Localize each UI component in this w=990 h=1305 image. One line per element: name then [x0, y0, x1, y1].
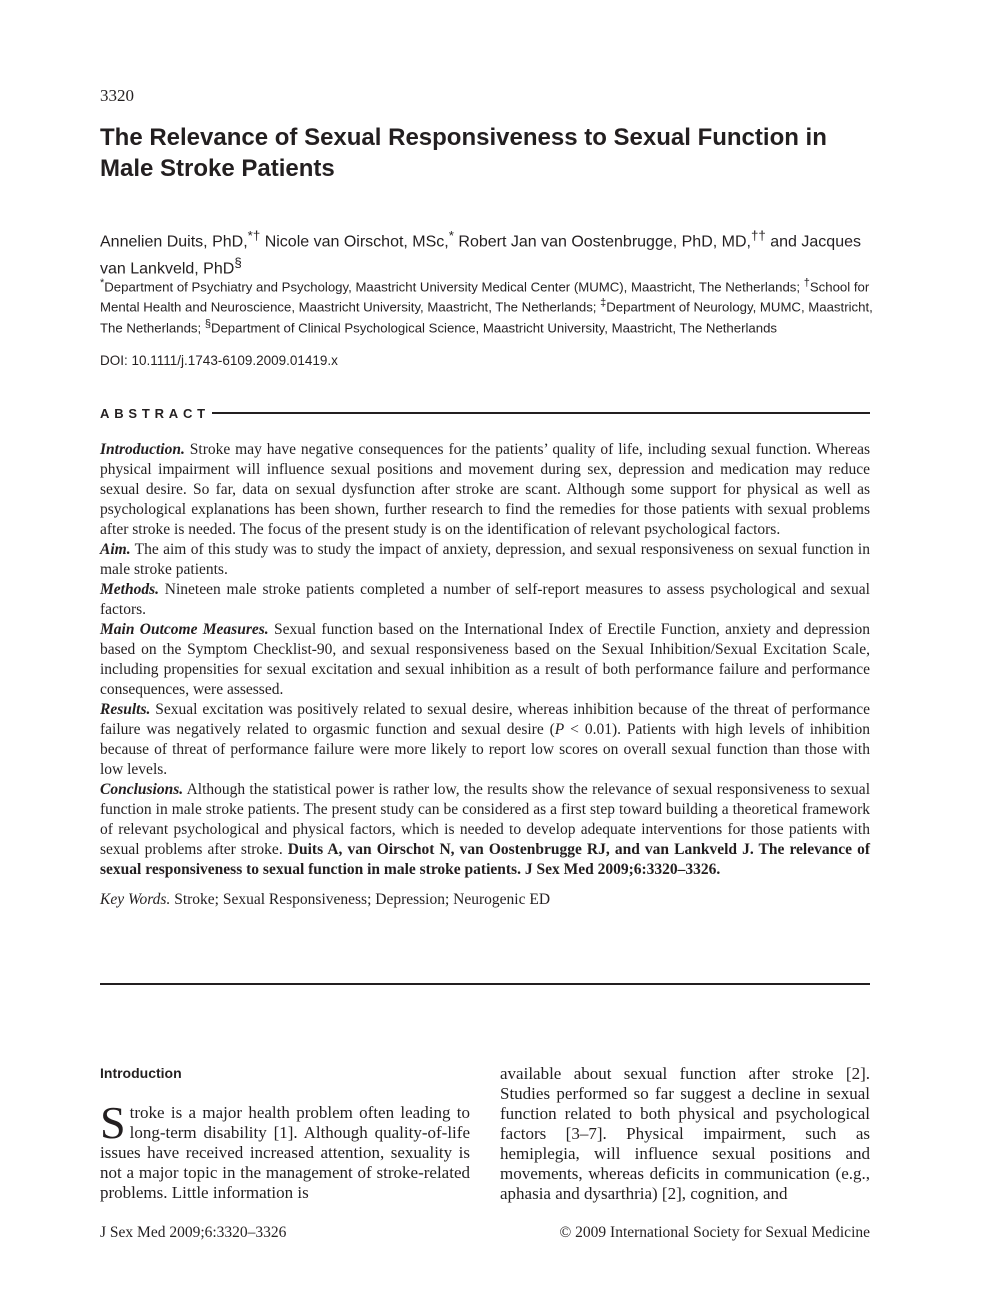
- doi: DOI: 10.1111/j.1743-6109.2009.01419.x: [100, 353, 338, 368]
- drop-cap: S: [100, 1097, 126, 1148]
- affiliation-text: Department of Psychiatry and Psychology, Maastricht University Medical Center (MUMC), Maastricht, The Netherlands;: [104, 279, 804, 295]
- author-name: Robert Jan van Oostenbrugge, PhD, MD,: [453, 233, 751, 251]
- abstract-methods: [100, 580, 870, 620]
- section-heading: Conclusions.: [100, 781, 184, 798]
- author-name: Nicole van Oirschot, MSc,: [260, 233, 449, 251]
- author-marker: ††: [750, 228, 766, 243]
- abstract-rule: [212, 412, 870, 414]
- section-heading: Introduction.: [100, 441, 185, 458]
- section-text: Sexual excitation was positively related to sexual desire, whereas inhibition because of the threat of performance failure was negatively related to orgasmic function and sexual desire (: [100, 701, 870, 738]
- body-text: troke is a major health problem often leading to long-term disability [1]. Although quality-of-life issues have received increased attention, sexuality is not a major topic in the management of stroke-related problems. Little information is: [100, 1103, 470, 1202]
- body-paragraph: available about sexual function after stroke [2]. Studies performed so far suggest a decline in sexual function related to both physical and psychological factors [3–7]. Physical impairment, such as hemiplegia, will influence sexual positions and movements, whereas deficits in communication (e.g., aphasia and dysarthria) [2], cognition, and: [500, 1064, 870, 1203]
- footer-copyright: © 2009 International Society for Sexual Medicine: [559, 1224, 870, 1241]
- affiliations: [100, 275, 880, 336]
- section-heading: Results.: [100, 701, 151, 718]
- section-text: Sexual function based on the International Index of Erectile Function, anxiety and depression based on the Symptom Checklist-90, and sexual responsiveness based on the Sexual Inhibition/Sexual Excitation Scale, including propensities for sexual excitation and sexual inhibition as a result of both performance failure and performance consequences, were assessed.: [100, 621, 870, 698]
- author-marker: *: [448, 228, 454, 243]
- section-text: < 0.01). Patients with high levels of inhibition because of threat of performance failure were more likely to report low scores on overall sexual function than those with low levels.: [100, 721, 870, 778]
- body-column-left: [100, 1097, 470, 1203]
- affiliation-marker: ‡: [600, 297, 607, 310]
- author-name: Annelien Duits, PhD,: [100, 233, 248, 251]
- author-marker: §: [234, 255, 242, 271]
- article-title: The Relevance of Sexual Responsiveness to Sexual Function in Male Stroke Patients: [100, 124, 827, 182]
- abstract-main-outcome-measures: [100, 620, 870, 700]
- p-value-symbol: P: [554, 721, 565, 738]
- author-marker: *†: [247, 228, 261, 243]
- section-heading: Key Words.: [100, 891, 171, 908]
- body-paragraph: [100, 1097, 470, 1203]
- affiliation-text: School for Mental Health and Neuroscience, Maastricht University, Maastricht, The Netherlands;: [100, 279, 870, 315]
- affiliation-text: Department of Neurology, MUMC, Maastricht, The Netherlands;: [100, 299, 873, 336]
- affiliation-marker: †: [803, 277, 810, 289]
- section-text: The aim of this study was to study the impact of anxiety, depression, and sexual responsiveness on sexual function in male stroke patients.: [100, 541, 870, 578]
- citation: Duits A, van Oirschot N, van Oostenbrugge RJ, and van Lankveld J. The relevance of sexual responsiveness to sexual function in male stroke patients. J Sex Med 2009;6:3320–3326.: [100, 841, 870, 878]
- abstract-label: ABSTRACT: [100, 405, 210, 421]
- key-words: [100, 890, 870, 910]
- section-text: Stroke; Sexual Responsiveness; Depression; Neurogenic ED: [170, 891, 551, 908]
- abstract-conclusions: [100, 780, 870, 880]
- abstract-header: [100, 403, 870, 423]
- section-heading: Main Outcome Measures.: [100, 621, 269, 638]
- author-list: [100, 225, 880, 280]
- abstract-aim: [100, 540, 870, 580]
- page-number: 3320: [100, 86, 134, 105]
- section-text: Although the statistical power is rather low, the results show the relevance of sexual responsiveness to sexual function in male stroke patients. The present study can be considered as a first step toward building a theoretical framework of relevant psychological and physical factors, which is needed to develop adequate interventions for those patients with sexual problems after stroke.: [100, 781, 870, 858]
- abstract-results: [100, 700, 870, 780]
- affiliation-text: Department of Clinical Psychological Science, Maastricht University, Maastricht, The Netherlands: [210, 320, 778, 336]
- affiliation-marker: §: [204, 317, 211, 330]
- abstract-body: [100, 440, 870, 910]
- abstract-end-rule: [100, 983, 870, 985]
- section-heading: Methods.: [100, 581, 159, 598]
- author-name: and Jacques van Lankveld, PhD: [100, 233, 861, 278]
- section-text: Stroke may have negative consequences for the patients’ quality of life, including sexual function. Whereas physical impairment will influence sexual positions and movement during sex, depression and medication may reduce sexual desire. So far, data on sexual dysfunction after stroke are scant. Although some support for physical as well as psychological explanations has been shown, further research to find the remedies for those patients with sexual problems after stroke is needed. The focus of the present study is on the identification of relevant psychological factors.: [100, 441, 870, 538]
- footer-journal: J Sex Med 2009;6:3320–3326: [100, 1224, 287, 1241]
- affiliation-marker: *: [100, 277, 105, 289]
- introduction-heading: Introduction: [100, 1065, 182, 1081]
- section-heading: Aim.: [100, 541, 131, 558]
- body-column-right: [500, 1064, 870, 1204]
- section-text: Nineteen male stroke patients completed a number of self-report measures to assess psychological and sexual factors.: [100, 581, 870, 618]
- abstract-introduction: [100, 440, 870, 540]
